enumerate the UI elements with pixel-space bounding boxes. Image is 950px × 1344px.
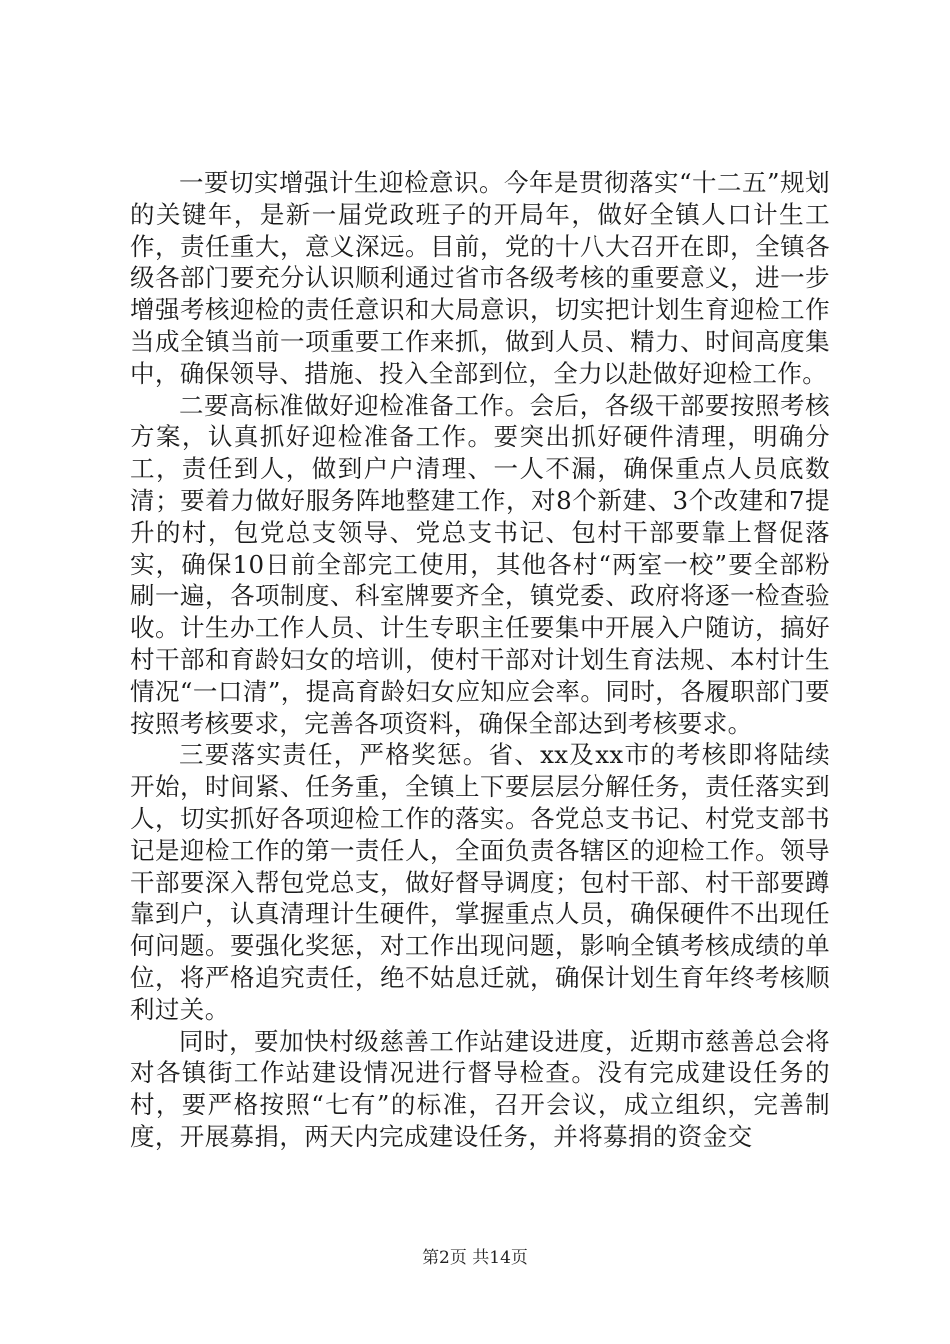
paragraph-3: 三要落实责任，严格奖惩。省、xx及xx市的考核即将陆续开始，时间紧、任务重，全镇上下要层层分解任务，责任落实到人，切实抓好各项迎检工作的落实。各党总支书记、村党支部书记是迎检工作的第一责任人，全面负责各辖区的迎检工作。领导干部要深入帮包党总支，做好督导调度；包村干部、村干部要蹲靠到户，认真清理计生硬件，掌握重点人员，确保硬件不出现任何问题。要强化奖惩，对工作出现问题，影响全镇考核成绩的单位，将严格追究责任，绝不姑息迁就，确保计划生育年终考核顺利过关。 <box>130 740 830 1024</box>
document-body <box>130 167 830 1153</box>
paragraph-4: 同时，要加快村级慈善工作站建设进度，近期市慈善总会将对各镇街工作站建设情况进行督导检查。没有完成建设任务的村，要严格按照“七有”的标准，召开会议，成立组织，完善制度，开展募捐，两天内完成建设任务，并将募捐的资金交 <box>130 1026 830 1151</box>
paragraph-2: 二要高标准做好迎检准备工作。会后，各级干部要按照考核方案，认真抓好迎检准备工作。要突出抓好硬件清理，明确分工，责任到人，做到户户清理、一人不漏，确保重点人员底数清；要着力做好服务阵地整建工作，对8个新建、3个改建和7提升的村，包党总支领导、党总支书记、包村干部要靠上督促落实，确保10日前全部完工使用，其他各村“两室一校”要全部粉刷一遍，各项制度、科室牌要齐全，镇党委、政府将逐一检查验收。计生办工作人员、计生专职主任要集中开展入户随访，搞好村干部和育龄妇女的培训，使村干部对计划生育法规、本村计生情况“一口清”，提高育龄妇女应知应会率。同时，各履职部门要按照考核要求，完善各项资料，确保全部达到考核要求。 <box>130 390 830 738</box>
paragraph-1: 一要切实增强计生迎检意识。今年是贯彻落实“十二五”规划的关键年，是新一届党政班子的开局年，做好全镇人口计生工作，责任重大，意义深远。目前，党的十八大召开在即，全镇各级各部门要充分认识顺利通过省市各级考核的重要意义，进一步增强考核迎检的责任意识和大局意识，切实把计划生育迎检工作当成全镇当前一项重要工作来抓，做到人员、精力、时间高度集中，确保领导、措施、投入全部到位，全力以赴做好迎检工作。 <box>130 168 830 388</box>
page-number-footer: 第2页 共14页 <box>422 1248 528 1268</box>
